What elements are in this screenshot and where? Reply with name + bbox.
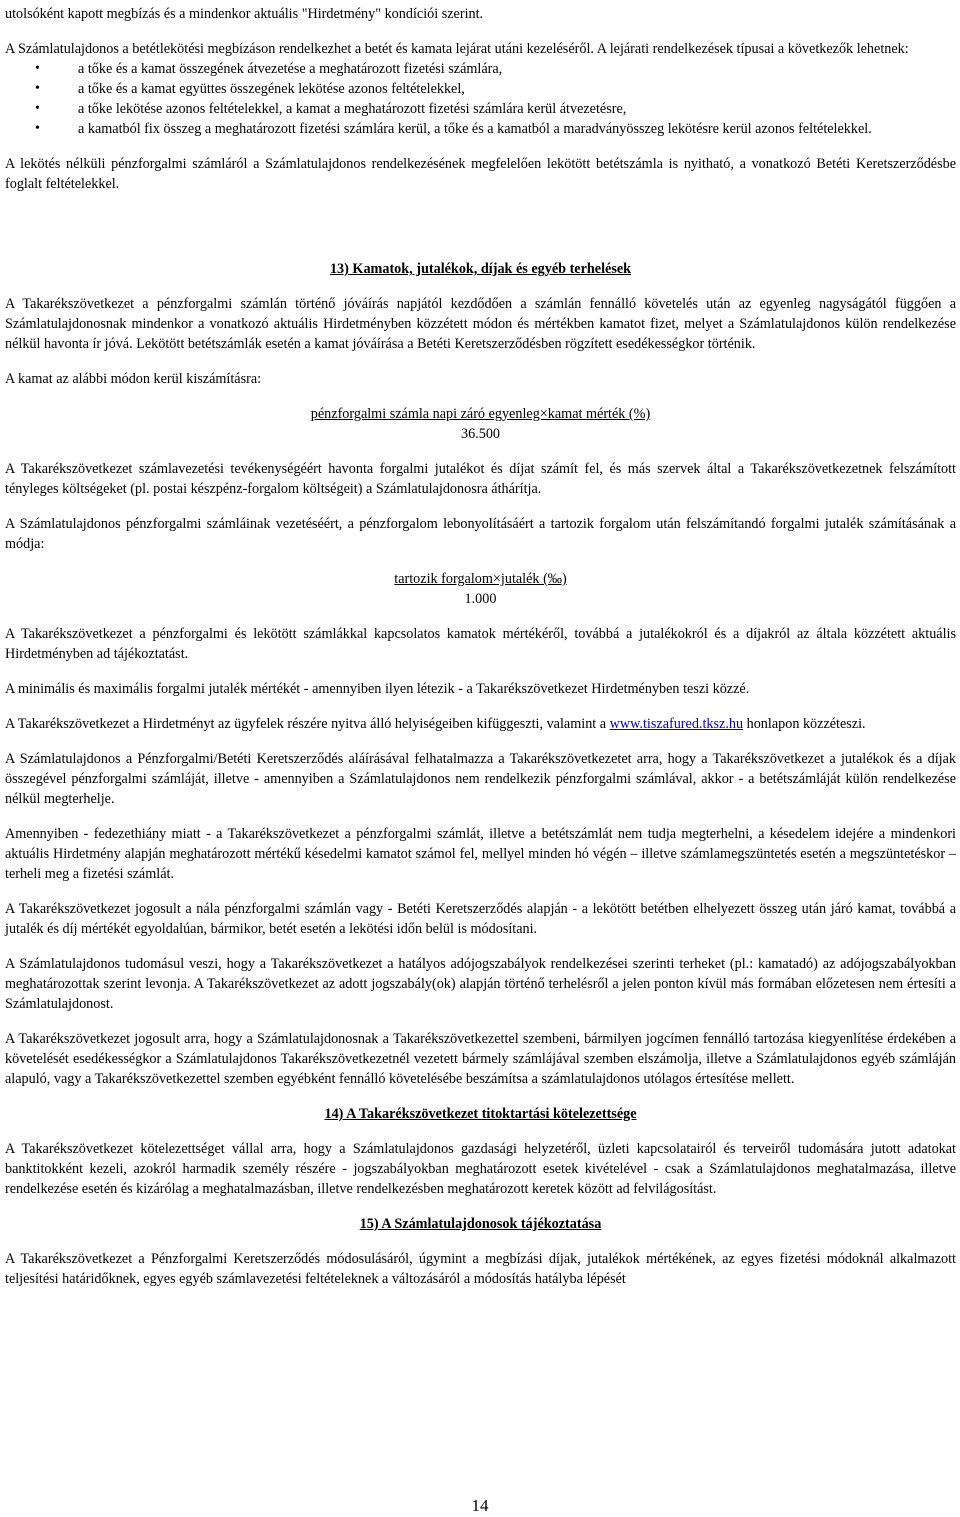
- document-page: [5, 4, 956, 1304]
- paragraph: Amennyiben - fedezethiány miatt - a Takarékszövetkezet a pénzforgalmi számlát, illetve a betétszámlát nem tudja megterhelni, a késedelem idejére a mindenkori aktuális Hirdetmény alapján meghatározott mértékű késedelmi kamatot számol fel, mellyel minden hó végén – illetve számlamegszüntetés esetén a megszüntetéskor – terheli meg a fizetési számlát.: [5, 826, 956, 882]
- paragraph: A Takarékszövetkezet a Pénzforgalmi Keretszerződés módosulásáról, úgymint a megbízási díjak, jutalékok mértékének, az egyes fizetési módoknál alkalmazott teljesítési határidőknek, egyes egyéb számlavezetési feltételeknek a változásáról a módosítás hatályba lépését: [5, 1251, 956, 1287]
- section-heading-15: 15) A Számlatulajdonosok tájékoztatása: [359, 1216, 602, 1232]
- paragraph: A Takarékszövetkezet számlavezetési tevékenységéért havonta forgalmi jutalékot és díjat számít fel, és más szervek által a Takarékszövetkezetnek felszámított tényleges költségeket (pl. postai készpénz-forgalom költségeit) a Számlatulajdonosra áthárítja.: [5, 461, 956, 497]
- page-number: 14: [471, 1496, 489, 1515]
- paragraph: A Számlatulajdonos a betétlekötési megbízáson rendelkezhet a betét és kamata lejárat utáni kezeléséről. A lejárati rendelkezések típusai a következők lehetnek:: [5, 41, 909, 57]
- paragraph: A Takarékszövetkezet jogosult a nála pénzforgalmi számlán vagy - Betéti Keretszerződés alapján - a lekötött betétben elhelyezett összeg után járó kamat, továbbá a jutalék és díj mértékét egyoldalúan, bármikor, betét esetén a lekötési időn belül is módosítani.: [5, 901, 956, 937]
- text: honlapon közzéteszi.: [743, 716, 866, 732]
- paragraph: A Számlatulajdonos a Pénzforgalmi/Betéti Keretszerződés aláírásával felhatalmazza a Takarékszövetkezetet arra, hogy a Takarékszövetkezet a jutalékok és a díjak összegével pénzforgalmi számláját, illetve - amennyiben a Számlatulajdonos nem rendelkezik pénzforgalmi számlával, akkor - a betétszámláját külön rendelkezése nélkül megterhelje.: [5, 751, 956, 807]
- paragraph: A kamat az alábbi módon kerül kiszámításra:: [5, 371, 262, 387]
- website-link[interactable]: www.tiszafured.tksz.hu: [609, 716, 744, 732]
- paragraph: [5, 714, 956, 734]
- paragraph: A minimális és maximális forgalmi jutalék mértékét - amennyiben ilyen létezik - a Takarékszövetkezet Hirdetményben teszi közzé.: [5, 681, 750, 697]
- paragraph: A Számlatulajdonos tudomásul veszi, hogy a Takarékszövetkezet a hatályos adójogszabályok rendelkezései szerinti terheket (pl.: kamatadó) az adójogszabályokban meghatározottak szerint levonja. A Takarékszövetkezet az adott jogszabály(ok) alapján történő terhelésről a jelen ponton kívül más formában előzetesen nem értesíti a Számlatulajdonost.: [5, 956, 956, 1012]
- list-item: • a tőke és a kamat együttes összegének lekötése azonos feltételekkel,: [5, 79, 956, 99]
- paragraph: A Takarékszövetkezet kötelezettséget vállal arra, hogy a Számlatulajdonos gazdasági helyzetéről, üzleti kapcsolatairól és terveiről tudomására jutott adatokat banktitokként kezeli, azokról harmadik személy részére - jogszabályokban meghatározott esetek kivételével - csak a Számlatulajdonos meghatalmazása, illetve rendelkezése esetén és kizárólag a meghatalmazásban, illetve rendelkezésben meghatározott keretek között ad felvilágosítást.: [5, 1141, 956, 1197]
- list-item: • a kamatból fix összeg a meghatározott fizetési számlára kerül, a tőke és a kamatból a maradványösszeg lekötésre kerül azonos feltételekkel.: [5, 119, 956, 139]
- interest-formula: [5, 404, 956, 444]
- paragraph: utolsóként kapott megbízás és a mindenkor aktuális "Hirdetmény" kondíciói szerint.: [5, 6, 484, 22]
- paragraph: A Takarékszövetkezet a pénzforgalmi és lekötött számlákkal kapcsolatos kamatok mértékéről, továbbá a jutalékokról és a díjakról az általa közzétett aktuális Hirdetményben ad tájékoztatást.: [5, 626, 956, 662]
- section-heading-13: 13) Kamatok, jutalékok, díjak és egyéb terhelések: [329, 261, 632, 277]
- paragraph: A Számlatulajdonos pénzforgalmi számláinak vezetéséért, a pénzforgalom lebonyolításáért a tartozik forgalom után felszámítandó forgalmi jutalék számításának a módja:: [5, 516, 956, 552]
- text: A Takarékszövetkezet a Hirdetményt az ügyfelek részére nyitva álló helyiségeiben kifüggeszti, valamint a: [5, 716, 610, 732]
- maturity-options-list: [5, 59, 956, 139]
- paragraph: A Takarékszövetkezet jogosult arra, hogy a Számlatulajdonosnak a Takarékszövetkezettel szembeni, bármilyen jogcímen fennálló tartozása kiegyenlítése érdekében a követelését esedékességkor a Számlatulajdonos Takarékszövetkezetnél vezetett bármely számlájával szemben elszámolja, illetve a Számlatulajdonos egyéb számláján alapuló, vagy a Takarékszövetkezettel szemben egyébként fennálló követelésébe beszámítsa a számlatulajdonos utólagos értesítése mellett.: [5, 1031, 956, 1087]
- section-heading-14: 14) A Takarékszövetkezet titoktartási kötelezettsége: [324, 1106, 637, 1122]
- spacer: [5, 209, 956, 259]
- commission-formula: [5, 569, 956, 609]
- formula-denominator: 1.000: [464, 591, 497, 607]
- paragraph: A lekötés nélküli pénzforgalmi számláról a Számlatulajdonos rendelkezésének megfelelően lekötött betétszámla is nyitható, a vonatkozó Betéti Keretszerződésbe foglalt feltételekkel.: [5, 156, 956, 192]
- paragraph: A Takarékszövetkezet a pénzforgalmi számlán történő jóváírás napjától kezdődően a számlán fennálló követelés után az egyenleg nagyságától függően a Számlatulajdonosnak mindenkor a vonatkozó aktuális Hirdetményben közzétett módon és mértékben kamatot fizet, melyet a Számlatulajdonos külön rendelkezése nélkül havonta ír jóvá. Lekötött betétszámlák esetén a kamat jóváírása a Betéti Keretszerződésben rögzített esedékességkor történik.: [5, 296, 956, 352]
- list-item: • a tőke és a kamat összegének átvezetése a meghatározott fizetési számlára,: [5, 59, 956, 79]
- formula-numerator: tartozik forgalom×jutalék (‰): [394, 571, 567, 587]
- list-item: • a tőke lekötése azonos feltételekkel, a kamat a meghatározott fizetési számlára kerül átvezetésre,: [5, 99, 956, 119]
- formula-numerator: pénzforgalmi számla napi záró egyenleg×kamat mérték (%): [310, 406, 651, 422]
- formula-denominator: 36.500: [460, 426, 500, 442]
